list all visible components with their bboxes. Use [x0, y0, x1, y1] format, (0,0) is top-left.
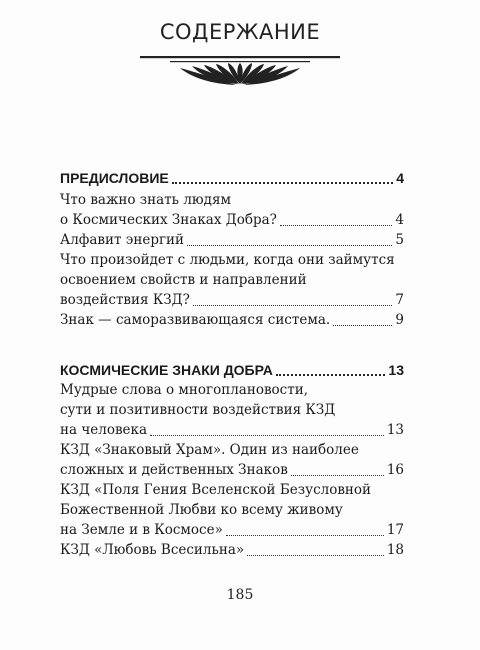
toc-entry-text: воздействия КЗД? — [60, 292, 190, 308]
toc-page-number: 18 — [386, 542, 404, 558]
toc-page-number: 13 — [386, 422, 404, 438]
toc-entry — [60, 270, 404, 290]
toc-entry-text: ПРЕДИСЛОВИЕ — [60, 170, 169, 186]
toc-entry — [60, 460, 404, 480]
toc-page-number: 9 — [395, 312, 404, 328]
toc-entry-text: на Земле и в Космосе» — [60, 522, 223, 538]
toc-section-heading — [60, 360, 404, 380]
toc-entry — [60, 480, 404, 500]
toc-page-number: 17 — [386, 522, 404, 538]
toc-entry — [60, 400, 404, 420]
toc-entry-text: Мудрые слова о многоплановости, — [60, 382, 308, 398]
toc-page-number: 7 — [395, 292, 404, 308]
dot-leader — [172, 182, 393, 184]
dot-leader — [247, 555, 384, 556]
toc-entry-text: на человека — [60, 422, 148, 438]
toc-entry — [60, 190, 404, 210]
dot-leader — [226, 535, 384, 536]
toc-entry-text: о Космических Знаках Добра? — [60, 212, 277, 228]
toc-entry — [60, 520, 404, 540]
toc-page-number: 16 — [386, 462, 404, 478]
toc-entry — [60, 540, 404, 560]
dot-leader — [280, 225, 393, 226]
toc-entry — [60, 440, 404, 460]
toc-entry-text: КЗД «Любовь Всесильна» — [60, 542, 245, 558]
toc-entry-text: КЗД «Поля Гения Вселенской Безусловной — [60, 482, 372, 498]
toc-entry-text: сложных и действенных Знаков — [60, 462, 288, 478]
toc-entry-text: КЗД «Знаковый Храм». Один из наиболее — [60, 442, 359, 458]
dot-leader — [150, 435, 384, 436]
toc-entry — [60, 380, 404, 400]
dot-leader — [276, 374, 386, 376]
toc-entry — [60, 310, 404, 330]
toc-entry — [60, 230, 404, 250]
page-title: СОДЕРЖАНИЕ — [159, 20, 321, 44]
toc-entry — [60, 250, 404, 270]
toc-entry — [60, 210, 404, 230]
dot-leader — [187, 245, 392, 246]
toc-entry-text: КОСМИЧЕСКИЕ ЗНАКИ ДОБРА — [60, 362, 273, 378]
page-number: 185 — [226, 587, 254, 603]
toc-entry-text: Что произойдет с людьми, когда они займутся — [60, 252, 395, 268]
toc-page-number: 4 — [396, 170, 404, 186]
toc-entry-text: Божественной Любви ко всему живому — [60, 502, 343, 518]
toc-entry — [60, 420, 404, 440]
toc-entry-text: сути и позитивности воздействия КЗД — [60, 402, 336, 418]
toc-entry — [60, 500, 404, 520]
toc-page-number: 4 — [395, 212, 404, 228]
toc-page-number: 13 — [388, 362, 404, 378]
toc-entry-text: Алфавит энергий — [60, 232, 185, 248]
toc-page-number: 5 — [395, 232, 404, 248]
decorative-ornament — [140, 54, 340, 88]
dot-leader — [333, 325, 392, 326]
toc-entry-text: Что важно знать людям — [60, 192, 231, 208]
toc-section-heading — [60, 168, 404, 188]
toc-entry — [60, 290, 404, 310]
toc-entry-text: освоением свойств и направлений — [60, 272, 307, 288]
dot-leader — [193, 305, 393, 306]
dot-leader — [291, 475, 384, 476]
toc-entry-text: Знак — саморазвивающаяся система. — [60, 312, 331, 328]
table-of-contents — [60, 168, 404, 560]
section-gap — [60, 330, 404, 360]
